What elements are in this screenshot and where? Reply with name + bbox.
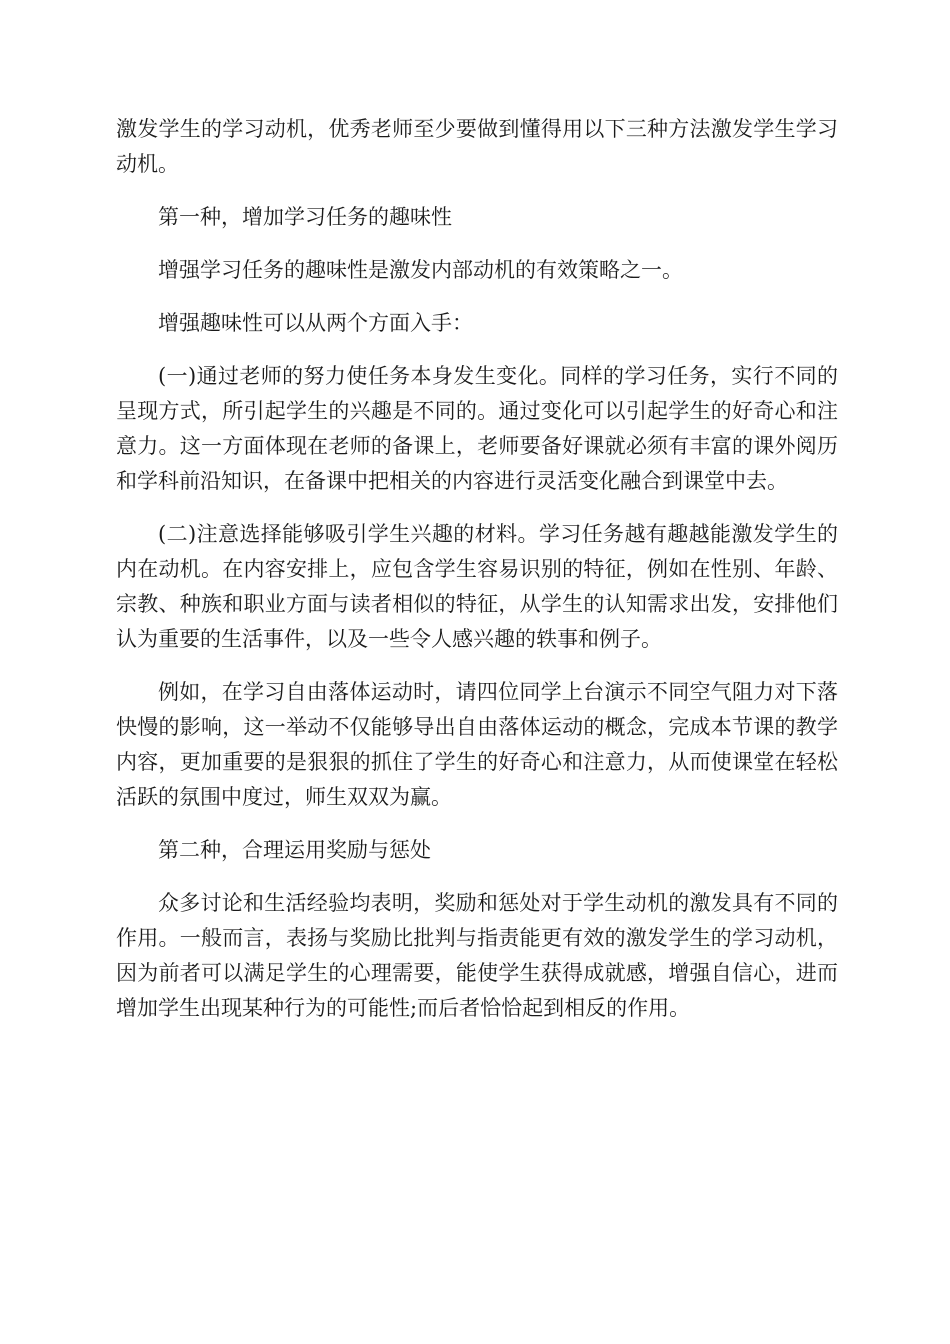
paragraph-point-two: (二)注意选择能够吸引学生兴趣的材料。学习任务越有趣越能激发学生的内在动机。在内容安排上，应包含学生容易识别的特征，例如在性别、年龄、宗教、种族和职业方面与读者相似的特征，从学生的认知需求出发，安排他们认为重要的生活事件，以及一些令人感兴趣的轶事和例子。 xyxy=(116,522,838,651)
paragraph: 增强学习任务的趣味性是激发内部动机的有效策略之一。 xyxy=(158,258,683,282)
intro-paragraph: 激发学生的学习动机，优秀老师至少要做到懂得用以下三种方法激发学生学习动机。 xyxy=(116,117,838,176)
section-heading-method-two: 第二种，合理运用奖励与惩处 xyxy=(158,838,431,862)
paragraph-point-one: (一)通过老师的努力使任务本身发生变化。同样的学习任务，实行不同的呈现方式，所引起学生的兴趣是不同的。通过变化可以引起学生的好奇心和注意力。这一方面体现在老师的备课上，老师要备好课就必须有丰富的课外阅历和学科前沿知识，在备课中把相关的内容进行灵活变化融合到课堂中去。 xyxy=(116,364,838,493)
paragraph: 众多讨论和生活经验均表明，奖励和惩处对于学生动机的激发具有不同的作用。一般而言，表扬与奖励比批判与指责能更有效的激发学生的学习动机，因为前者可以满足学生的心理需要，能使学生获得成就感，增强自信心，进而增加学生出现某种行为的可能性;而后者恰恰起到相反的作用。 xyxy=(116,891,838,1020)
document-page xyxy=(116,112,838,1044)
paragraph: 增强趣味性可以从两个方面入手： xyxy=(158,311,473,335)
section-heading-method-one: 第一种，增加学习任务的趣味性 xyxy=(158,205,452,229)
paragraph-example: 例如，在学习自由落体运动时，请四位同学上台演示不同空气阻力对下落快慢的影响，这一举动不仅能够导出自由落体运动的概念，完成本节课的教学内容，更加重要的是狠狠的抓住了学生的好奇心和注意力，从而使课堂在轻松活跃的氛围中度过，师生双双为赢。 xyxy=(116,680,838,809)
